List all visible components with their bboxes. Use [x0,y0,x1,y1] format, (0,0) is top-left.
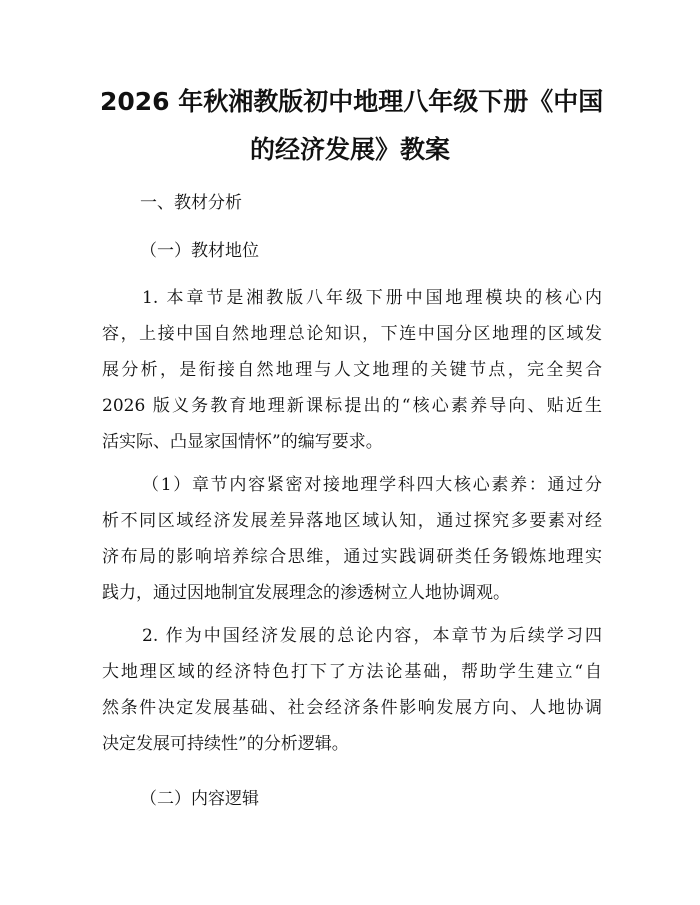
section-heading-textbook-analysis: 一、教材分析 [140,193,242,213]
paragraph-2 [102,467,602,611]
document-title-line-1: 2026 年秋湘教版初中地理八年级下册《中国 [100,87,604,116]
paragraph-1-line: 活实际、凸显家国情怀”的编写要求。 [102,432,383,452]
paragraph-3-line: 然条件决定发展基础、社会经济条件影响发展方向、人地协调 [102,698,602,718]
paragraph-1 [102,280,602,460]
paragraph-2-line: 践力，通过因地制宜发展理念的渗透树立人地协调观。 [102,583,510,603]
paragraph-3-line: 2. 作为中国经济发展的总论内容，本章节为后续学习四 [142,626,602,646]
paragraph-2-line: 济布局的影响培养综合思维，通过实践调研类任务锻炼地理实 [102,547,602,567]
paragraph-1-line: 1. 本章节是湘教版八年级下册中国地理模块的核心内 [142,288,602,308]
paragraph-1-line: 展分析，是衔接自然地理与人文地理的关键节点，完全契合 [102,360,602,380]
document-title-line-2: 的经济发展》教案 [249,135,450,164]
paragraph-3-line: 大地理区域的经济特色打下了方法论基础，帮助学生建立“自 [102,662,602,682]
paragraph-3-line: 决定发展可持续性”的分析逻辑。 [102,734,349,754]
paragraph-3 [102,618,602,762]
paragraph-2-line: 析不同区域经济发展差异落地区域认知，通过探究多要素对经 [102,511,602,531]
paragraph-1-line: 2026 版义务教育地理新课标提出的“核心素养导向、贴近生 [102,396,602,416]
paragraph-1-line: 容，上接中国自然地理总论知识，下连中国分区地理的区域发 [102,324,602,344]
paragraph-2-line: （1）章节内容紧密对接地理学科四大核心素养：通过分 [142,475,602,495]
subsection-heading-content-logic: （二）内容逻辑 [140,789,259,809]
subsection-heading-textbook-position: （一）教材地位 [140,241,259,261]
